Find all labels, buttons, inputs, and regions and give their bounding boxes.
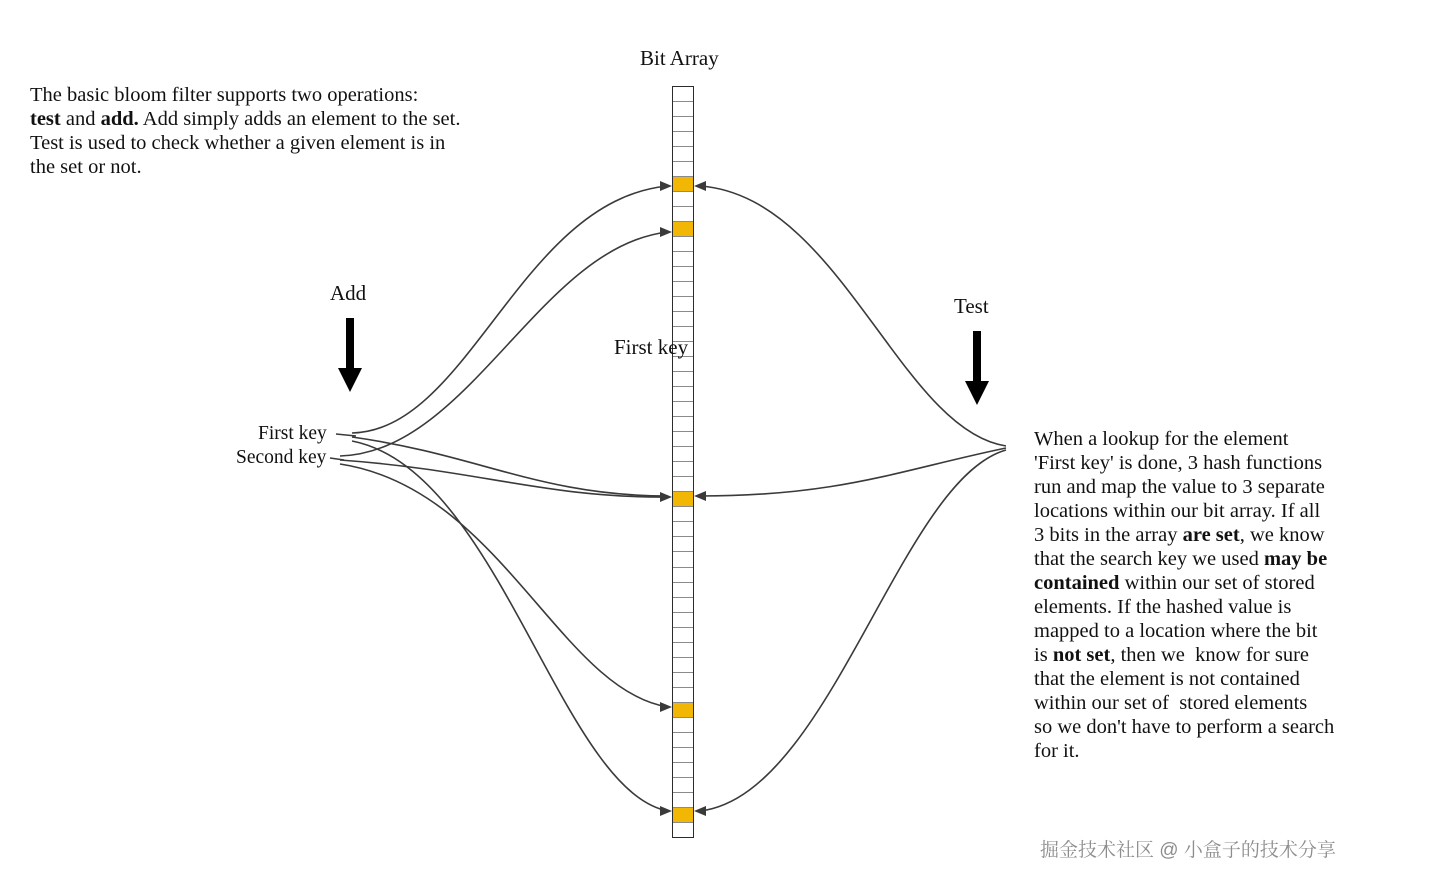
bit-cell xyxy=(673,252,693,267)
bit-cell xyxy=(673,552,693,567)
bit-cell xyxy=(673,432,693,447)
bit-cell xyxy=(673,643,693,658)
bit-cell xyxy=(673,207,693,222)
bit-cell xyxy=(673,477,693,492)
bit-cell xyxy=(673,763,693,778)
bit-cell xyxy=(673,778,693,793)
add-curve-arrowheads xyxy=(660,181,672,816)
bit-cell xyxy=(673,447,693,462)
bit-array-title: Bit Array xyxy=(640,46,719,70)
bit-cell xyxy=(673,372,693,387)
bit-cell xyxy=(673,748,693,763)
bit-cell xyxy=(673,312,693,327)
bit-cell xyxy=(673,507,693,522)
bit-cell xyxy=(673,147,693,162)
bit-cell xyxy=(673,793,693,808)
add-curves-second-key xyxy=(340,232,668,707)
bit-cell xyxy=(673,282,693,297)
bit-cell xyxy=(673,192,693,207)
add-label: Add xyxy=(330,281,367,305)
bit-cell xyxy=(673,823,693,837)
bit-cell xyxy=(673,132,693,147)
bit-cell xyxy=(673,733,693,748)
explanation-paragraph: When a lookup for the element 'First key' is done, 3 hash functions run and map the value to 3 separate locations within our bit array. If all 3 bits in the array are set, we know that the search key we used may be contained within our set of stored elements. If the hashed value is mapped to a location where the bit is not set, then we know for sure that the element is not contained within our set of stored elements so we don't have to perform a search for it. xyxy=(1034,428,1335,762)
bit-cell xyxy=(673,613,693,628)
bit-cell-set xyxy=(673,222,693,237)
test-curves xyxy=(700,186,1006,811)
bit-cell xyxy=(673,462,693,477)
bit-cell xyxy=(673,658,693,673)
bit-cell-set xyxy=(673,808,693,823)
add-arrow-icon xyxy=(338,318,362,392)
bit-cell xyxy=(673,568,693,583)
bit-cell-set xyxy=(673,492,693,507)
bit-cell xyxy=(673,297,693,312)
first-key-label: First key xyxy=(258,423,327,444)
bit-cell-set xyxy=(673,703,693,718)
bit-cell xyxy=(673,417,693,432)
bit-cell xyxy=(673,387,693,402)
bit-cell xyxy=(673,267,693,282)
bit-cell xyxy=(673,102,693,117)
bit-cell xyxy=(673,537,693,552)
test-curve-arrowheads xyxy=(694,181,706,816)
first-key-center-label: First key xyxy=(614,335,689,359)
bit-cell xyxy=(673,522,693,537)
bit-cell xyxy=(673,583,693,598)
bit-cell xyxy=(673,402,693,417)
bit-cell xyxy=(673,117,693,132)
bit-cell xyxy=(673,598,693,613)
add-curves-first-key xyxy=(352,186,668,811)
key-label-connectors xyxy=(330,434,356,460)
bit-cell xyxy=(673,87,693,102)
test-label: Test xyxy=(954,294,989,318)
bit-cell xyxy=(673,718,693,733)
watermark-text: 掘金技术社区 @ 小盒子的技术分享 xyxy=(1040,840,1336,861)
second-key-label: Second key xyxy=(236,447,327,468)
bit-cell xyxy=(673,162,693,177)
bit-cell-set xyxy=(673,177,693,192)
bit-cell xyxy=(673,628,693,643)
bit-cell xyxy=(673,688,693,703)
bit-cell xyxy=(673,673,693,688)
bit-array-column xyxy=(672,86,694,838)
bit-cell xyxy=(673,237,693,252)
intro-paragraph: The basic bloom filter supports two operations: test and add. Add simply adds an element to the set. Test is used to check whether a given element is in the set or not. xyxy=(30,84,461,178)
test-arrow-icon xyxy=(965,331,989,405)
